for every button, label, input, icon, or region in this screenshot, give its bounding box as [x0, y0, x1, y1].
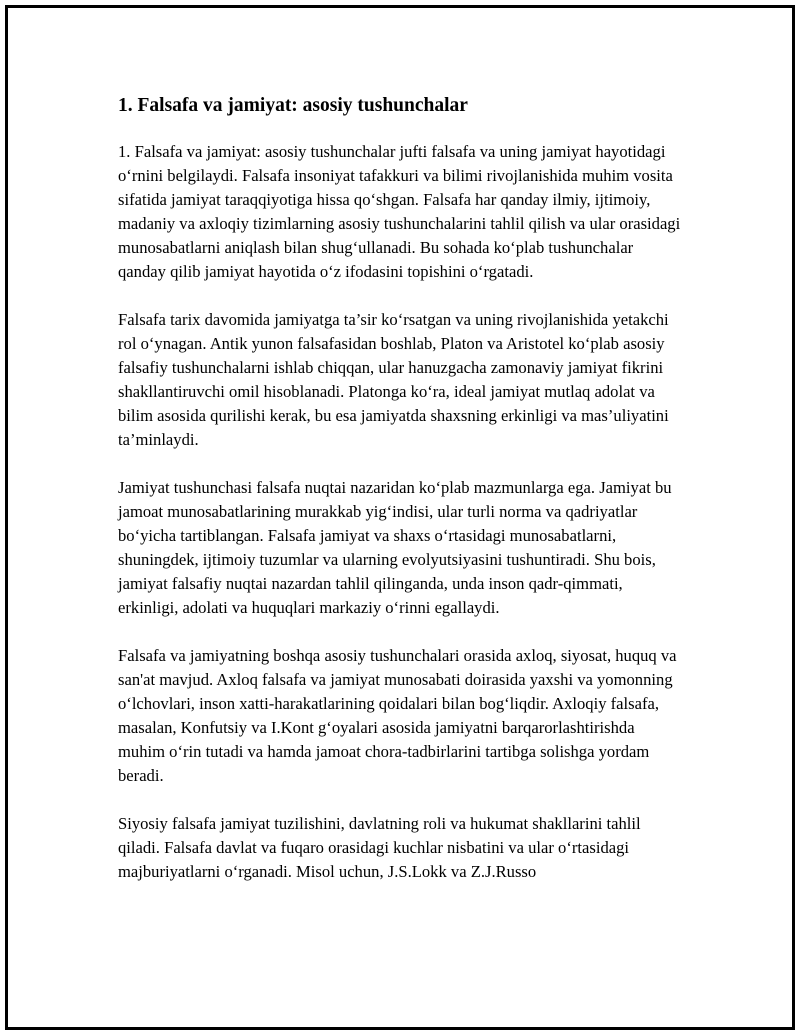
paragraph-3: Jamiyat tushunchasi falsafa nuqtai nazaridan ko‘plab mazmunlarga ega. Jamiyat bu jamoat munosabatlarining murakkab yig‘indisi, ular turli norma va qadriyatlar bo‘yicha tartiblangan. Falsafa jamiyat va shaxs o‘rtasidagi munosabatlarni, shuningdek, ijtimoiy tuzumlar va ularning evolyutsiyasini tushuntiradi. Shu bois, jamiyat falsafiy nuqtai nazardan tahlil qilinganda, unda inson qadr-qimmati, erkinligi, adolati va huquqlari markaziy o‘rinni egallaydi.	[118, 478, 672, 617]
section-heading: 1. Falsafa va jamiyat: asosiy tushunchalar	[118, 95, 468, 116]
document-body	[118, 93, 684, 908]
paragraph-4: Falsafa va jamiyatning boshqa asosiy tushunchalari orasida axloq, siyosat, huquq va san'at mavjud. Axloq falsafa va jamiyat munosabati doirasida yaxshi va yomonning o‘lchovlari, inson xatti-harakatlarining qoidalari bilan bog‘liqdir. Axloqiy falsafa, masalan, Konfutsiy va I.Kont g‘oyalari asosida jamiyatni barqarorlashtirishda muhim o‘rin tutadi va hamda jamoat chora-tadbirlarini tartibga solishga yordam beradi.	[118, 646, 677, 785]
paragraph-2: Falsafa tarix davomida jamiyatga ta’sir ko‘rsatgan va uning rivojlanishida yetakchi rol o‘ynagan. Antik yunon falsafasidan boshlab, Platon va Aristotel ko‘plab asosiy falsafiy tushunchalarni ishlab chiqqan, ular hanuzgacha zamonaviy jamiyat fikrini shakllantiruvchi omil hisoblanadi. Platonga ko‘ra, ideal jamiyat mutlaq adolat va bilim asosida qurilishi kerak, bu esa jamiyatda shaxsning erkinligi va mas’uliyatini ta’minlaydi.	[118, 310, 669, 449]
paragraph-1: 1. Falsafa va jamiyat: asosiy tushunchalar jufti falsafa va uning jamiyat hayotidagi o‘rnini belgilaydi. Falsafa insoniyat tafakkuri va bilimi rivojlanishida muhim vosita sifatida jamiyat taraqqiyotiga hissa qo‘shgan. Falsafa har qanday ilmiy, ijtimoiy, madaniy va axloqiy tizimlarning asosiy tushunchalarini tahlil qilish va ular orasidagi munosabatlarni aniqlash bilan shug‘ullanadi. Bu sohada ko‘plab tushunchalar qanday qilib jamiyat hayotida o‘z ifodasini topishini o‘rgatadi.	[118, 142, 681, 281]
paragraph-5: Siyosiy falsafa jamiyat tuzilishini, davlatning roli va hukumat shakllarini tahlil qiladi. Falsafa davlat va fuqaro orasidagi kuchlar nisbatini va ular o‘rtasidagi majburiyatlarni o‘rganadi. Misol uchun, J.S.Lokk va Z.J.Russo	[118, 814, 641, 881]
